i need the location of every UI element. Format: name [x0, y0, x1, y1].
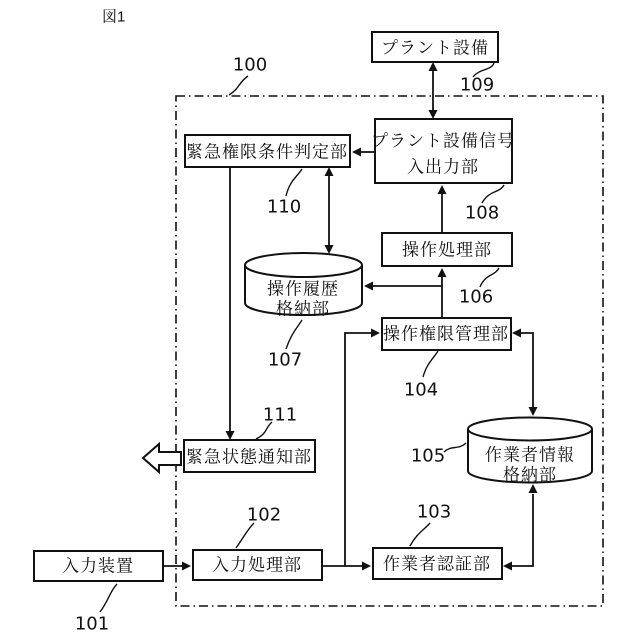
node-emergency-notifier — [184, 440, 315, 472]
leader-102 — [236, 523, 254, 548]
arrowhead-up — [438, 185, 447, 194]
connector-auth-workerinfo-bidirectional — [503, 484, 538, 571]
arrowhead-down — [529, 407, 538, 416]
leader-101 — [100, 584, 117, 612]
ref-109: 109 — [459, 74, 495, 96]
figure-caption: 図1 — [102, 8, 126, 26]
node-emergency-authority-judge — [185, 135, 350, 167]
arrowhead-right — [362, 562, 371, 571]
worker-info-cylinder-top — [468, 418, 592, 441]
arrowhead-right — [371, 329, 380, 338]
leader-103 — [410, 523, 430, 546]
plant-equipment-label: プラント設備 — [381, 38, 489, 58]
leader-107 — [286, 320, 302, 349]
leader-105 — [444, 443, 466, 452]
operation-processor-label: 操作処理部 — [402, 240, 492, 260]
connector-inputdevice-to-inputprocessor — [163, 562, 191, 571]
ref-102: 102 — [246, 504, 282, 526]
ref-110: 110 — [266, 196, 302, 218]
node-operation-processor — [382, 233, 512, 266]
worker-authenticator-label: 作業者認証部 — [383, 554, 491, 574]
operation-history-label-line1: 操作履歴 — [267, 279, 339, 299]
plant-signal-io-label-line1: プラント設備信号 — [371, 131, 515, 151]
leader-104 — [423, 351, 438, 377]
ref-107: 107 — [267, 349, 303, 371]
node-plant-signal-io — [371, 119, 515, 183]
node-plant-equipment — [372, 32, 498, 62]
node-input-device — [34, 551, 163, 581]
operation-history-label-line2: 格納部 — [276, 299, 330, 319]
arrowhead-up — [438, 268, 447, 277]
leader-110 — [286, 169, 302, 196]
ref-105: 105 — [410, 445, 446, 467]
arrowhead-down — [429, 110, 438, 119]
input-device-label: 入力装置 — [62, 556, 134, 576]
connector-processor-to-io — [438, 185, 447, 233]
connector-branch-to-manager — [345, 329, 380, 567]
ref-106: 106 — [458, 286, 494, 308]
arrowhead-left — [352, 148, 361, 157]
arrowhead-left — [503, 562, 512, 571]
ref-103: 103 — [416, 501, 452, 523]
arrowhead-down — [325, 245, 334, 254]
connector-manager-to-processor — [438, 268, 447, 318]
ref-108: 108 — [464, 202, 500, 224]
emergency-notifier-label: 緊急状態通知部 — [186, 447, 312, 467]
ref-111: 111 — [262, 404, 298, 426]
arrowhead-left — [512, 329, 521, 338]
emergency-authority-judge-label: 緊急権限条件判定部 — [186, 142, 348, 162]
arrowhead-up — [429, 62, 438, 71]
node-operation-authority-manager — [382, 318, 511, 350]
arrowhead-up — [325, 167, 334, 176]
ref-101: 101 — [74, 613, 110, 635]
worker-info-label-line1: 作業者情報 — [485, 445, 575, 465]
connector-plant-io-bidirectional — [429, 62, 438, 119]
leader-108 — [482, 185, 504, 203]
ref-104: 104 — [403, 379, 439, 401]
node-worker-info-store — [468, 418, 592, 485]
operation-authority-manager-label: 操作権限管理部 — [383, 324, 509, 344]
connector-manager-workerinfo-bidirectional — [512, 329, 538, 417]
arrowhead-up — [529, 484, 538, 493]
connector-inputprocessor-to-auth — [322, 562, 371, 571]
operation-history-cylinder-top — [245, 253, 362, 277]
arrowhead-right — [182, 562, 191, 571]
leader-100 — [229, 76, 248, 95]
node-operation-history-store — [245, 253, 362, 319]
input-processor-label: 入力処理部 — [212, 555, 302, 575]
node-input-processor — [193, 550, 322, 580]
connector-judge-to-notifier — [226, 167, 235, 440]
connector-judge-history-bidirectional — [325, 167, 334, 254]
worker-info-label-line2: 格納部 — [503, 465, 557, 485]
ref-100: 100 — [232, 54, 268, 76]
arrowhead-down — [226, 431, 235, 440]
node-worker-authenticator — [373, 548, 502, 579]
plant-signal-io-label-line2: 入出力部 — [407, 157, 479, 177]
connector-branch-to-history — [364, 282, 442, 291]
arrowhead-left — [364, 282, 373, 291]
leader-106 — [480, 268, 499, 287]
